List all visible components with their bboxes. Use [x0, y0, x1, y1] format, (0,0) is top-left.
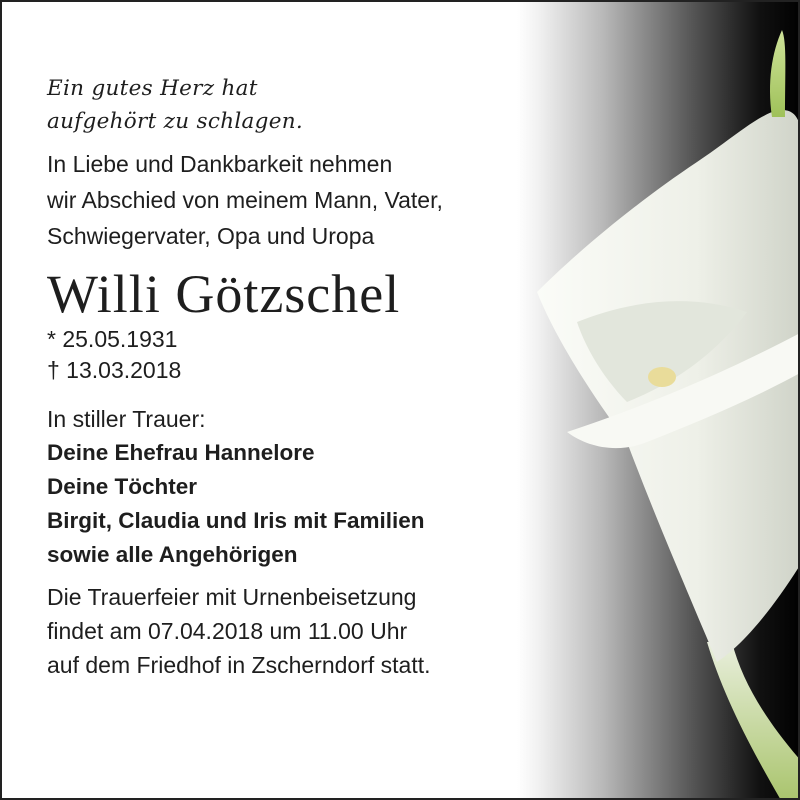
- motto-line: aufgehört zu schlagen.: [47, 109, 304, 134]
- mourner-line: Birgit, Claudia und Iris mit Familien: [47, 508, 425, 533]
- mourners-list: [47, 436, 517, 572]
- mourning-label: In stiller Trauer:: [47, 406, 206, 432]
- intro-line: wir Abschied von meinem Mann, Vater,: [47, 187, 443, 213]
- death-date: † 13.03.2018: [47, 357, 182, 383]
- deceased-name: Willi Götzschel: [47, 264, 401, 324]
- obituary-text: [47, 72, 517, 682]
- ceremony-info: [47, 580, 517, 682]
- mourner-line: Deine Töchter: [47, 474, 198, 499]
- intro-line: Schwiegervater, Opa und Uropa: [47, 223, 375, 249]
- motto: [47, 72, 517, 138]
- ceremony-line: Die Trauerfeier mit Urnenbeisetzung: [47, 584, 417, 610]
- mourner-line: Deine Ehefrau Hannelore: [47, 440, 315, 465]
- ceremony-line: findet am 07.04.2018 um 11.00 Uhr: [47, 618, 408, 644]
- birth-date: * 25.05.1931: [47, 326, 178, 352]
- intro-text: [47, 146, 517, 254]
- mourner-line: sowie alle Angehörigen: [47, 542, 298, 567]
- intro-line: In Liebe und Dankbarkeit nehmen: [47, 151, 393, 177]
- motto-line: Ein gutes Herz hat: [47, 76, 258, 101]
- calla-lily-image: [517, 2, 800, 800]
- ceremony-line: auf dem Friedhof in Zscherndorf statt.: [47, 652, 431, 678]
